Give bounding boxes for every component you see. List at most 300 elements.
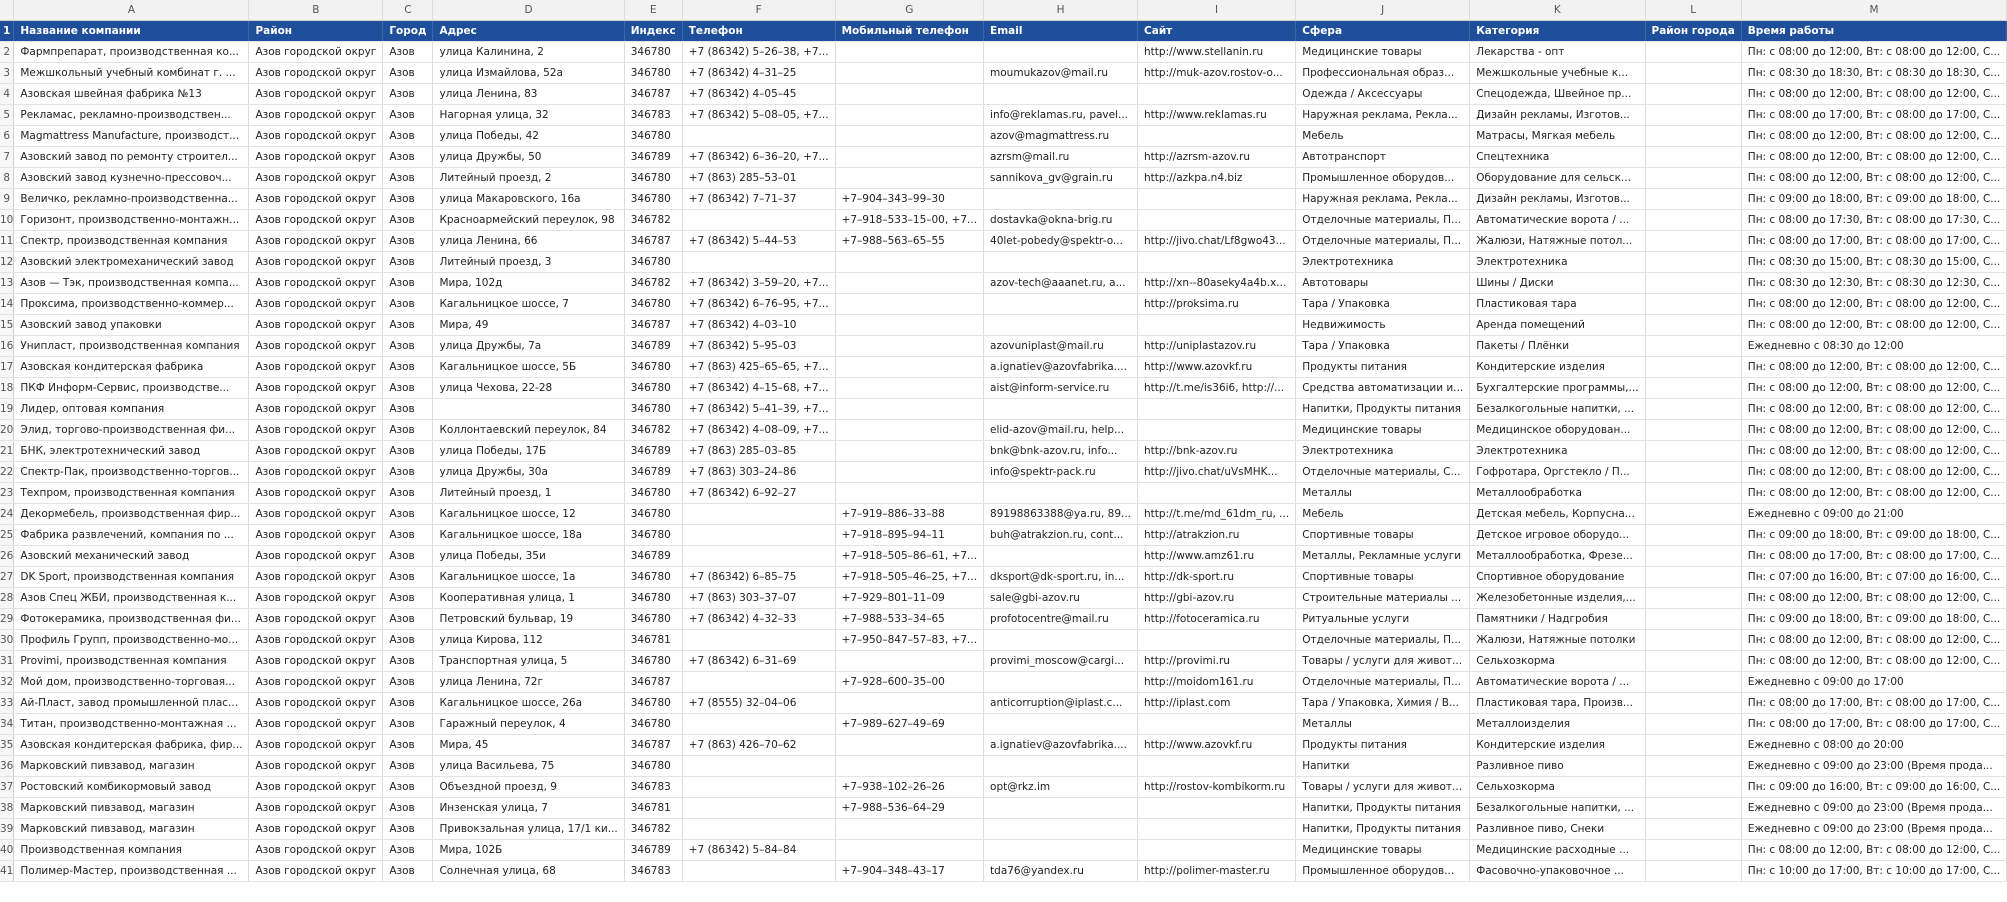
- table-cell[interactable]: +7–988–563–65–55: [835, 231, 983, 252]
- table-cell[interactable]: Кагальницкое шоссе, 7: [433, 294, 624, 315]
- table-cell[interactable]: [835, 840, 983, 861]
- row-number[interactable]: 30: [0, 630, 14, 651]
- table-cell[interactable]: [1645, 777, 1741, 798]
- table-cell[interactable]: Разливное пиво, Снеки: [1470, 819, 1645, 840]
- table-cell[interactable]: Оборудование для сельск...: [1470, 168, 1645, 189]
- row-number[interactable]: 31: [0, 651, 14, 672]
- table-cell[interactable]: 346780: [624, 252, 682, 273]
- table-cell[interactable]: [1138, 420, 1296, 441]
- table-cell[interactable]: 346780: [624, 42, 682, 63]
- table-cell[interactable]: [1645, 252, 1741, 273]
- table-cell[interactable]: [682, 126, 835, 147]
- table-cell[interactable]: Электротехника: [1296, 441, 1470, 462]
- table-cell[interactable]: Памятники / Надгробия: [1470, 609, 1645, 630]
- table-cell[interactable]: 346789: [624, 147, 682, 168]
- table-cell[interactable]: [1645, 336, 1741, 357]
- table-cell[interactable]: [835, 735, 983, 756]
- row-number[interactable]: 16: [0, 336, 14, 357]
- table-cell[interactable]: Ежедневно с 08:00 до 20:00: [1741, 735, 2007, 756]
- table-cell[interactable]: +7 (86342) 6–92–27: [682, 483, 835, 504]
- table-cell[interactable]: 346787: [624, 231, 682, 252]
- table-cell[interactable]: Коллонтаевский переулок, 84: [433, 420, 624, 441]
- table-cell[interactable]: Ежедневно с 09:00 до 23:00 (Время прода...: [1741, 819, 2007, 840]
- table-cell[interactable]: [1138, 84, 1296, 105]
- table-cell[interactable]: 346789: [624, 462, 682, 483]
- row-number[interactable]: 17: [0, 357, 14, 378]
- table-cell[interactable]: Пн: с 08:00 до 12:00, Вт: с 08:00 до 12:00, С...: [1741, 630, 2007, 651]
- table-cell[interactable]: Азов городской округ: [249, 651, 383, 672]
- column-header-j[interactable]: J: [1296, 0, 1470, 21]
- table-cell[interactable]: Ай-Пласт, завод промышленной плас...: [14, 693, 249, 714]
- table-cell[interactable]: http://provimi.ru: [1138, 651, 1296, 672]
- table-cell[interactable]: +7 (86342) 6–85–75: [682, 567, 835, 588]
- table-cell[interactable]: Товары / услуги для живот...: [1296, 651, 1470, 672]
- row-number[interactable]: 9: [0, 189, 14, 210]
- table-cell[interactable]: http://www.reklamas.ru: [1138, 105, 1296, 126]
- table-cell[interactable]: Азов: [383, 399, 433, 420]
- table-cell[interactable]: [1645, 525, 1741, 546]
- table-cell[interactable]: 346780: [624, 126, 682, 147]
- table-cell[interactable]: +7–988–536–64–29: [835, 798, 983, 819]
- table-cell[interactable]: Азов: [383, 42, 433, 63]
- table-cell[interactable]: [1645, 147, 1741, 168]
- table-cell[interactable]: 89198863388@ya.ru, 89...: [984, 504, 1138, 525]
- table-cell[interactable]: [1645, 672, 1741, 693]
- table-cell[interactable]: Ростовский комбикормовый завод: [14, 777, 249, 798]
- table-cell[interactable]: Одежда / Аксессуары: [1296, 84, 1470, 105]
- table-cell[interactable]: Пн: с 08:00 до 12:00, Вт: с 08:00 до 12:00, С...: [1741, 483, 2007, 504]
- table-cell[interactable]: Пн: с 08:00 до 17:00, Вт: с 08:00 до 17:00, С...: [1741, 105, 2007, 126]
- table-cell[interactable]: Азов городской округ: [249, 378, 383, 399]
- table-cell[interactable]: Азов: [383, 672, 433, 693]
- table-cell[interactable]: [682, 756, 835, 777]
- table-cell[interactable]: ПКФ Информ-Сервис, производстве...: [14, 378, 249, 399]
- table-cell[interactable]: [984, 630, 1138, 651]
- table-cell[interactable]: [1645, 273, 1741, 294]
- table-cell[interactable]: Жалюзи, Натяжные потол...: [1470, 231, 1645, 252]
- table-cell[interactable]: Азов: [383, 441, 433, 462]
- table-cell[interactable]: [1645, 567, 1741, 588]
- table-cell[interactable]: Петровский бульвар, 19: [433, 609, 624, 630]
- table-cell[interactable]: 346787: [624, 735, 682, 756]
- table-cell[interactable]: +7–989–627–49–69: [835, 714, 983, 735]
- table-cell[interactable]: +7 (863) 285–03–85: [682, 441, 835, 462]
- table-cell[interactable]: azov@magmattress.ru: [984, 126, 1138, 147]
- table-cell[interactable]: Пластиковая тара, Произв...: [1470, 693, 1645, 714]
- table-cell[interactable]: Азов: [383, 567, 433, 588]
- table-cell[interactable]: 346780: [624, 525, 682, 546]
- table-cell[interactable]: [835, 42, 983, 63]
- table-cell[interactable]: Элид, торгово-производственная фи...: [14, 420, 249, 441]
- table-cell[interactable]: Азов: [383, 126, 433, 147]
- table-cell[interactable]: Азовская кондитерская фабрика: [14, 357, 249, 378]
- column-title[interactable]: Мобильный телефон: [835, 21, 983, 42]
- table-cell[interactable]: Пн: с 08:00 до 12:00, Вт: с 08:00 до 12:00, С...: [1741, 399, 2007, 420]
- table-cell[interactable]: Азов городской округ: [249, 504, 383, 525]
- table-cell[interactable]: +7 (86342) 5–44–53: [682, 231, 835, 252]
- table-cell[interactable]: [835, 315, 983, 336]
- table-cell[interactable]: Марковский пивзавод, магазин: [14, 819, 249, 840]
- table-cell[interactable]: +7 (863) 426–70–62: [682, 735, 835, 756]
- column-title[interactable]: Индекс: [624, 21, 682, 42]
- column-title[interactable]: Время работы: [1741, 21, 2007, 42]
- row-number[interactable]: 8: [0, 168, 14, 189]
- table-cell[interactable]: Азов городской округ: [249, 567, 383, 588]
- table-cell[interactable]: Средства автоматизации и...: [1296, 378, 1470, 399]
- table-cell[interactable]: Солнечная улица, 68: [433, 861, 624, 882]
- table-cell[interactable]: http://xn--80aseky4a4b.x...: [1138, 273, 1296, 294]
- table-cell[interactable]: Фотокерамика, производственная фи...: [14, 609, 249, 630]
- table-cell[interactable]: 346781: [624, 630, 682, 651]
- table-cell[interactable]: dksport@dk-sport.ru, in...: [984, 567, 1138, 588]
- table-cell[interactable]: Азов: [383, 357, 433, 378]
- table-cell[interactable]: Металлообработка: [1470, 483, 1645, 504]
- table-cell[interactable]: Транспортная улица, 5: [433, 651, 624, 672]
- table-cell[interactable]: Пн: с 08:00 до 12:00, Вт: с 08:00 до 12:00, С...: [1741, 588, 2007, 609]
- table-cell[interactable]: Матрасы, Мягкая мебель: [1470, 126, 1645, 147]
- table-cell[interactable]: [984, 42, 1138, 63]
- table-cell[interactable]: Тара / Упаковка, Химия / В...: [1296, 693, 1470, 714]
- table-cell[interactable]: Азов городской округ: [249, 399, 383, 420]
- table-cell[interactable]: Гофротара, Оргстекло / П...: [1470, 462, 1645, 483]
- table-cell[interactable]: Спортивные товары: [1296, 567, 1470, 588]
- table-cell[interactable]: [682, 630, 835, 651]
- table-cell[interactable]: [1645, 231, 1741, 252]
- table-cell[interactable]: 346780: [624, 588, 682, 609]
- table-cell[interactable]: Литейный проезд, 1: [433, 483, 624, 504]
- table-cell[interactable]: http://t.me/md_61dm_ru, ...: [1138, 504, 1296, 525]
- table-cell[interactable]: Азов городской округ: [249, 147, 383, 168]
- table-cell[interactable]: [984, 546, 1138, 567]
- row-number[interactable]: 39: [0, 819, 14, 840]
- table-cell[interactable]: Железобетонные изделия,...: [1470, 588, 1645, 609]
- table-cell[interactable]: 346782: [624, 210, 682, 231]
- table-cell[interactable]: 346781: [624, 798, 682, 819]
- row-number[interactable]: 4: [0, 84, 14, 105]
- table-cell[interactable]: +7–918–505–86–61, +7...: [835, 546, 983, 567]
- table-cell[interactable]: Азов городской округ: [249, 168, 383, 189]
- table-cell[interactable]: Спецодежда, Швейное пр...: [1470, 84, 1645, 105]
- table-cell[interactable]: Magmattress Manufacture, производст...: [14, 126, 249, 147]
- table-cell[interactable]: http://www.azovkf.ru: [1138, 357, 1296, 378]
- table-cell[interactable]: [1645, 504, 1741, 525]
- row-number[interactable]: 38: [0, 798, 14, 819]
- table-cell[interactable]: http://jivo.chat/Lf8gwo43...: [1138, 231, 1296, 252]
- table-cell[interactable]: Азов городской округ: [249, 672, 383, 693]
- table-cell[interactable]: Азов: [383, 168, 433, 189]
- table-cell[interactable]: 346780: [624, 714, 682, 735]
- table-cell[interactable]: +7–904–343–99–30: [835, 189, 983, 210]
- row-number[interactable]: 36: [0, 756, 14, 777]
- table-cell[interactable]: Электротехника: [1470, 441, 1645, 462]
- table-cell[interactable]: Унипласт, производственная компания: [14, 336, 249, 357]
- table-cell[interactable]: Сельхозкорма: [1470, 651, 1645, 672]
- table-cell[interactable]: Азов: [383, 630, 433, 651]
- table-cell[interactable]: +7 (863) 425–65–65, +7...: [682, 357, 835, 378]
- table-cell[interactable]: Азов: [383, 294, 433, 315]
- table-cell[interactable]: Азов: [383, 105, 433, 126]
- table-cell[interactable]: http://moidom161.ru: [1138, 672, 1296, 693]
- table-cell[interactable]: улица Макаровского, 16а: [433, 189, 624, 210]
- table-cell[interactable]: Азов городской округ: [249, 714, 383, 735]
- table-cell[interactable]: Продукты питания: [1296, 357, 1470, 378]
- table-cell[interactable]: Пн: с 10:00 до 17:00, Вт: с 10:00 до 17:00, С...: [1741, 861, 2007, 882]
- table-cell[interactable]: Электротехника: [1296, 252, 1470, 273]
- table-cell[interactable]: [1138, 798, 1296, 819]
- table-cell[interactable]: Отделочные материалы, П...: [1296, 210, 1470, 231]
- table-cell[interactable]: Мебель: [1296, 126, 1470, 147]
- table-cell[interactable]: Спектр-Пак, производственно-торгов...: [14, 462, 249, 483]
- table-cell[interactable]: http://t.me/is36i6, http://...: [1138, 378, 1296, 399]
- table-cell[interactable]: Азов: [383, 252, 433, 273]
- table-cell[interactable]: Ежедневно с 08:30 до 12:00: [1741, 336, 2007, 357]
- table-cell[interactable]: Азов городской округ: [249, 777, 383, 798]
- column-title[interactable]: Email: [984, 21, 1138, 42]
- table-cell[interactable]: +7 (86342) 5–41–39, +7...: [682, 399, 835, 420]
- table-cell[interactable]: +7 (863) 285–53–01: [682, 168, 835, 189]
- table-cell[interactable]: Азов городской округ: [249, 546, 383, 567]
- table-cell[interactable]: [984, 840, 1138, 861]
- table-cell[interactable]: Декормебель, производственная фир...: [14, 504, 249, 525]
- table-cell[interactable]: [984, 714, 1138, 735]
- table-cell[interactable]: Межшкольный учебный комбинат г. ...: [14, 63, 249, 84]
- table-cell[interactable]: http://www.azovkf.ru: [1138, 735, 1296, 756]
- column-title[interactable]: Название компании: [14, 21, 249, 42]
- table-cell[interactable]: Металлы, Рекламные услуги: [1296, 546, 1470, 567]
- table-cell[interactable]: [1645, 630, 1741, 651]
- table-cell[interactable]: +7–988–533–34–65: [835, 609, 983, 630]
- table-cell[interactable]: улица Чехова, 22-28: [433, 378, 624, 399]
- table-cell[interactable]: Фармпрепарат, производственная ко...: [14, 42, 249, 63]
- table-cell[interactable]: Provimi, производственная компания: [14, 651, 249, 672]
- table-cell[interactable]: Азов городской округ: [249, 294, 383, 315]
- table-cell[interactable]: 346787: [624, 672, 682, 693]
- table-cell[interactable]: Разливное пиво: [1470, 756, 1645, 777]
- table-cell[interactable]: Тара / Упаковка: [1296, 336, 1470, 357]
- table-cell[interactable]: Аренда помещений: [1470, 315, 1645, 336]
- column-header-g[interactable]: G: [835, 0, 983, 21]
- table-cell[interactable]: 346787: [624, 84, 682, 105]
- table-cell[interactable]: Азов: [383, 210, 433, 231]
- table-cell[interactable]: Пн: с 08:00 до 12:00, Вт: с 08:00 до 12:00, С...: [1741, 441, 2007, 462]
- table-cell[interactable]: [1138, 210, 1296, 231]
- table-cell[interactable]: http://www.amz61.ru: [1138, 546, 1296, 567]
- table-cell[interactable]: БНК, электротехнический завод: [14, 441, 249, 462]
- row-number[interactable]: 23: [0, 483, 14, 504]
- table-cell[interactable]: Азов: [383, 651, 433, 672]
- row-number[interactable]: 14: [0, 294, 14, 315]
- table-cell[interactable]: provimi_moscow@cargi...: [984, 651, 1138, 672]
- table-cell[interactable]: Пн: с 08:00 до 17:00, Вт: с 08:00 до 17:00, С...: [1741, 546, 2007, 567]
- table-cell[interactable]: Дизайн рекламы, Изготов...: [1470, 189, 1645, 210]
- table-cell[interactable]: [1645, 588, 1741, 609]
- table-cell[interactable]: Пн: с 07:00 до 16:00, Вт: с 07:00 до 16:00, С...: [1741, 567, 2007, 588]
- table-cell[interactable]: profotocentre@mail.ru: [984, 609, 1138, 630]
- table-cell[interactable]: [1138, 126, 1296, 147]
- table-cell[interactable]: Азов: [383, 840, 433, 861]
- table-cell[interactable]: Азов: [383, 588, 433, 609]
- table-cell[interactable]: +7 (86342) 4–32–33: [682, 609, 835, 630]
- table-cell[interactable]: улица Дружбы, 50: [433, 147, 624, 168]
- table-cell[interactable]: 346780: [624, 483, 682, 504]
- table-cell[interactable]: Наружная реклама, Рекла...: [1296, 189, 1470, 210]
- table-cell[interactable]: tda76@yandex.ru: [984, 861, 1138, 882]
- table-cell[interactable]: 346780: [624, 378, 682, 399]
- column-title[interactable]: Телефон: [682, 21, 835, 42]
- table-cell[interactable]: [433, 399, 624, 420]
- table-cell[interactable]: Азовский завод по ремонту строител...: [14, 147, 249, 168]
- table-cell[interactable]: Пн: с 08:00 до 12:00, Вт: с 08:00 до 12:00, С...: [1741, 42, 2007, 63]
- table-cell[interactable]: [1645, 651, 1741, 672]
- table-cell[interactable]: Фабрика развлечений, компания по ...: [14, 525, 249, 546]
- table-cell[interactable]: Профессиональная образ...: [1296, 63, 1470, 84]
- table-cell[interactable]: Промышленное оборудов...: [1296, 168, 1470, 189]
- table-cell[interactable]: [682, 672, 835, 693]
- table-cell[interactable]: [1138, 840, 1296, 861]
- table-cell[interactable]: Кондитерские изделия: [1470, 357, 1645, 378]
- table-cell[interactable]: Пн: с 08:00 до 12:00, Вт: с 08:00 до 12:00, С...: [1741, 315, 2007, 336]
- table-cell[interactable]: Кагальницкое шоссе, 1а: [433, 567, 624, 588]
- table-cell[interactable]: Пн: с 08:00 до 12:00, Вт: с 08:00 до 12:00, С...: [1741, 840, 2007, 861]
- table-cell[interactable]: [682, 714, 835, 735]
- table-cell[interactable]: http://gbi-azov.ru: [1138, 588, 1296, 609]
- table-cell[interactable]: [1138, 252, 1296, 273]
- table-cell[interactable]: Марковский пивзавод, магазин: [14, 798, 249, 819]
- table-cell[interactable]: [835, 168, 983, 189]
- table-cell[interactable]: [682, 525, 835, 546]
- row-number[interactable]: 24: [0, 504, 14, 525]
- table-cell[interactable]: Мира, 45: [433, 735, 624, 756]
- table-cell[interactable]: [835, 399, 983, 420]
- table-cell[interactable]: Детское игровое оборудо...: [1470, 525, 1645, 546]
- table-cell[interactable]: +7–950–847–57–83, +7...: [835, 630, 983, 651]
- table-cell[interactable]: [1138, 756, 1296, 777]
- table-cell[interactable]: [1645, 756, 1741, 777]
- table-cell[interactable]: [1645, 462, 1741, 483]
- table-cell[interactable]: Азов городской округ: [249, 861, 383, 882]
- table-cell[interactable]: Профиль Групп, производственно-мо...: [14, 630, 249, 651]
- row-number[interactable]: 29: [0, 609, 14, 630]
- table-cell[interactable]: [1645, 105, 1741, 126]
- table-cell[interactable]: Литейный проезд, 3: [433, 252, 624, 273]
- table-cell[interactable]: 346783: [624, 105, 682, 126]
- table-cell[interactable]: aist@inform-service.ru: [984, 378, 1138, 399]
- table-cell[interactable]: Азов: [383, 861, 433, 882]
- table-cell[interactable]: +7 (86342) 7–71–37: [682, 189, 835, 210]
- table-cell[interactable]: Мира, 102д: [433, 273, 624, 294]
- table-cell[interactable]: Азов городской округ: [249, 462, 383, 483]
- table-cell[interactable]: Азовский механический завод: [14, 546, 249, 567]
- table-cell[interactable]: +7 (86342) 4–31–25: [682, 63, 835, 84]
- table-cell[interactable]: Медицинские расходные ...: [1470, 840, 1645, 861]
- table-cell[interactable]: http://polimer-master.ru: [1138, 861, 1296, 882]
- table-cell[interactable]: Отделочные материалы, П...: [1296, 672, 1470, 693]
- table-cell[interactable]: 346780: [624, 693, 682, 714]
- table-cell[interactable]: улица Васильева, 75: [433, 756, 624, 777]
- table-cell[interactable]: [1645, 441, 1741, 462]
- row-number[interactable]: 7: [0, 147, 14, 168]
- table-cell[interactable]: Медицинские товары: [1296, 420, 1470, 441]
- row-number[interactable]: 11: [0, 231, 14, 252]
- table-cell[interactable]: 346782: [624, 420, 682, 441]
- table-cell[interactable]: Пн: с 08:00 до 12:00, Вт: с 08:00 до 12:00, С...: [1741, 84, 2007, 105]
- table-cell[interactable]: Красноармейский переулок, 98: [433, 210, 624, 231]
- table-cell[interactable]: Автоматические ворота / ...: [1470, 210, 1645, 231]
- table-cell[interactable]: [1138, 315, 1296, 336]
- table-cell[interactable]: moumukazov@mail.ru: [984, 63, 1138, 84]
- table-cell[interactable]: улица Ленина, 83: [433, 84, 624, 105]
- table-cell[interactable]: [835, 462, 983, 483]
- table-cell[interactable]: [1645, 378, 1741, 399]
- table-cell[interactable]: Товары / услуги для живот...: [1296, 777, 1470, 798]
- table-cell[interactable]: buh@atrakzion.ru, cont...: [984, 525, 1138, 546]
- table-cell[interactable]: azov-tech@aaanet.ru, a...: [984, 273, 1138, 294]
- table-cell[interactable]: Азов городской округ: [249, 189, 383, 210]
- table-cell[interactable]: Азов городской округ: [249, 630, 383, 651]
- table-cell[interactable]: [1645, 840, 1741, 861]
- row-number[interactable]: 10: [0, 210, 14, 231]
- table-cell[interactable]: [835, 357, 983, 378]
- table-cell[interactable]: Азов: [383, 609, 433, 630]
- table-cell[interactable]: Мебель: [1296, 504, 1470, 525]
- column-title[interactable]: Сайт: [1138, 21, 1296, 42]
- table-cell[interactable]: 346789: [624, 546, 682, 567]
- table-cell[interactable]: Азов городской округ: [249, 42, 383, 63]
- table-cell[interactable]: +7 (86342) 4–08–09, +7...: [682, 420, 835, 441]
- table-cell[interactable]: улица Ленина, 72г: [433, 672, 624, 693]
- table-cell[interactable]: +7 (86342) 6–76–95, +7...: [682, 294, 835, 315]
- column-header-k[interactable]: K: [1470, 0, 1645, 21]
- table-cell[interactable]: +7 (86342) 3–59–20, +7...: [682, 273, 835, 294]
- table-cell[interactable]: Напитки, Продукты питания: [1296, 819, 1470, 840]
- column-header-e[interactable]: E: [624, 0, 682, 21]
- row-number[interactable]: 19: [0, 399, 14, 420]
- table-cell[interactable]: Мой дом, производственно-торговая...: [14, 672, 249, 693]
- table-cell[interactable]: Спортивное оборудование: [1470, 567, 1645, 588]
- table-cell[interactable]: [1138, 399, 1296, 420]
- column-header-b[interactable]: B: [249, 0, 383, 21]
- table-cell[interactable]: Азов: [383, 420, 433, 441]
- table-cell[interactable]: Привокзальная улица, 17/1 ки...: [433, 819, 624, 840]
- table-cell[interactable]: [984, 84, 1138, 105]
- table-cell[interactable]: +7 (86342) 4–15–68, +7...: [682, 378, 835, 399]
- table-cell[interactable]: [682, 798, 835, 819]
- table-cell[interactable]: Горизонт, производственно-монтажн...: [14, 210, 249, 231]
- table-cell[interactable]: Марковский пивзавод, магазин: [14, 756, 249, 777]
- table-cell[interactable]: opt@rkz.im: [984, 777, 1138, 798]
- table-cell[interactable]: [682, 210, 835, 231]
- row-number[interactable]: 1: [0, 21, 14, 42]
- table-cell[interactable]: Азов городской округ: [249, 819, 383, 840]
- table-cell[interactable]: улица Дружбы, 7а: [433, 336, 624, 357]
- table-cell[interactable]: Электротехника: [1470, 252, 1645, 273]
- table-cell[interactable]: +7 (86342) 6–31–69: [682, 651, 835, 672]
- table-cell[interactable]: [984, 756, 1138, 777]
- table-cell[interactable]: Пн: с 08:00 до 17:00, Вт: с 08:00 до 17:00, С...: [1741, 231, 2007, 252]
- table-cell[interactable]: +7 (863) 303–37–07: [682, 588, 835, 609]
- table-cell[interactable]: [682, 504, 835, 525]
- table-cell[interactable]: Азов городской округ: [249, 735, 383, 756]
- row-number[interactable]: 18: [0, 378, 14, 399]
- table-cell[interactable]: [1645, 84, 1741, 105]
- table-cell[interactable]: [835, 84, 983, 105]
- table-cell[interactable]: Медицинские товары: [1296, 42, 1470, 63]
- table-cell[interactable]: Азов городской округ: [249, 105, 383, 126]
- table-cell[interactable]: Дизайн рекламы, Изготов...: [1470, 105, 1645, 126]
- table-cell[interactable]: [835, 252, 983, 273]
- table-cell[interactable]: 346783: [624, 777, 682, 798]
- row-number[interactable]: 12: [0, 252, 14, 273]
